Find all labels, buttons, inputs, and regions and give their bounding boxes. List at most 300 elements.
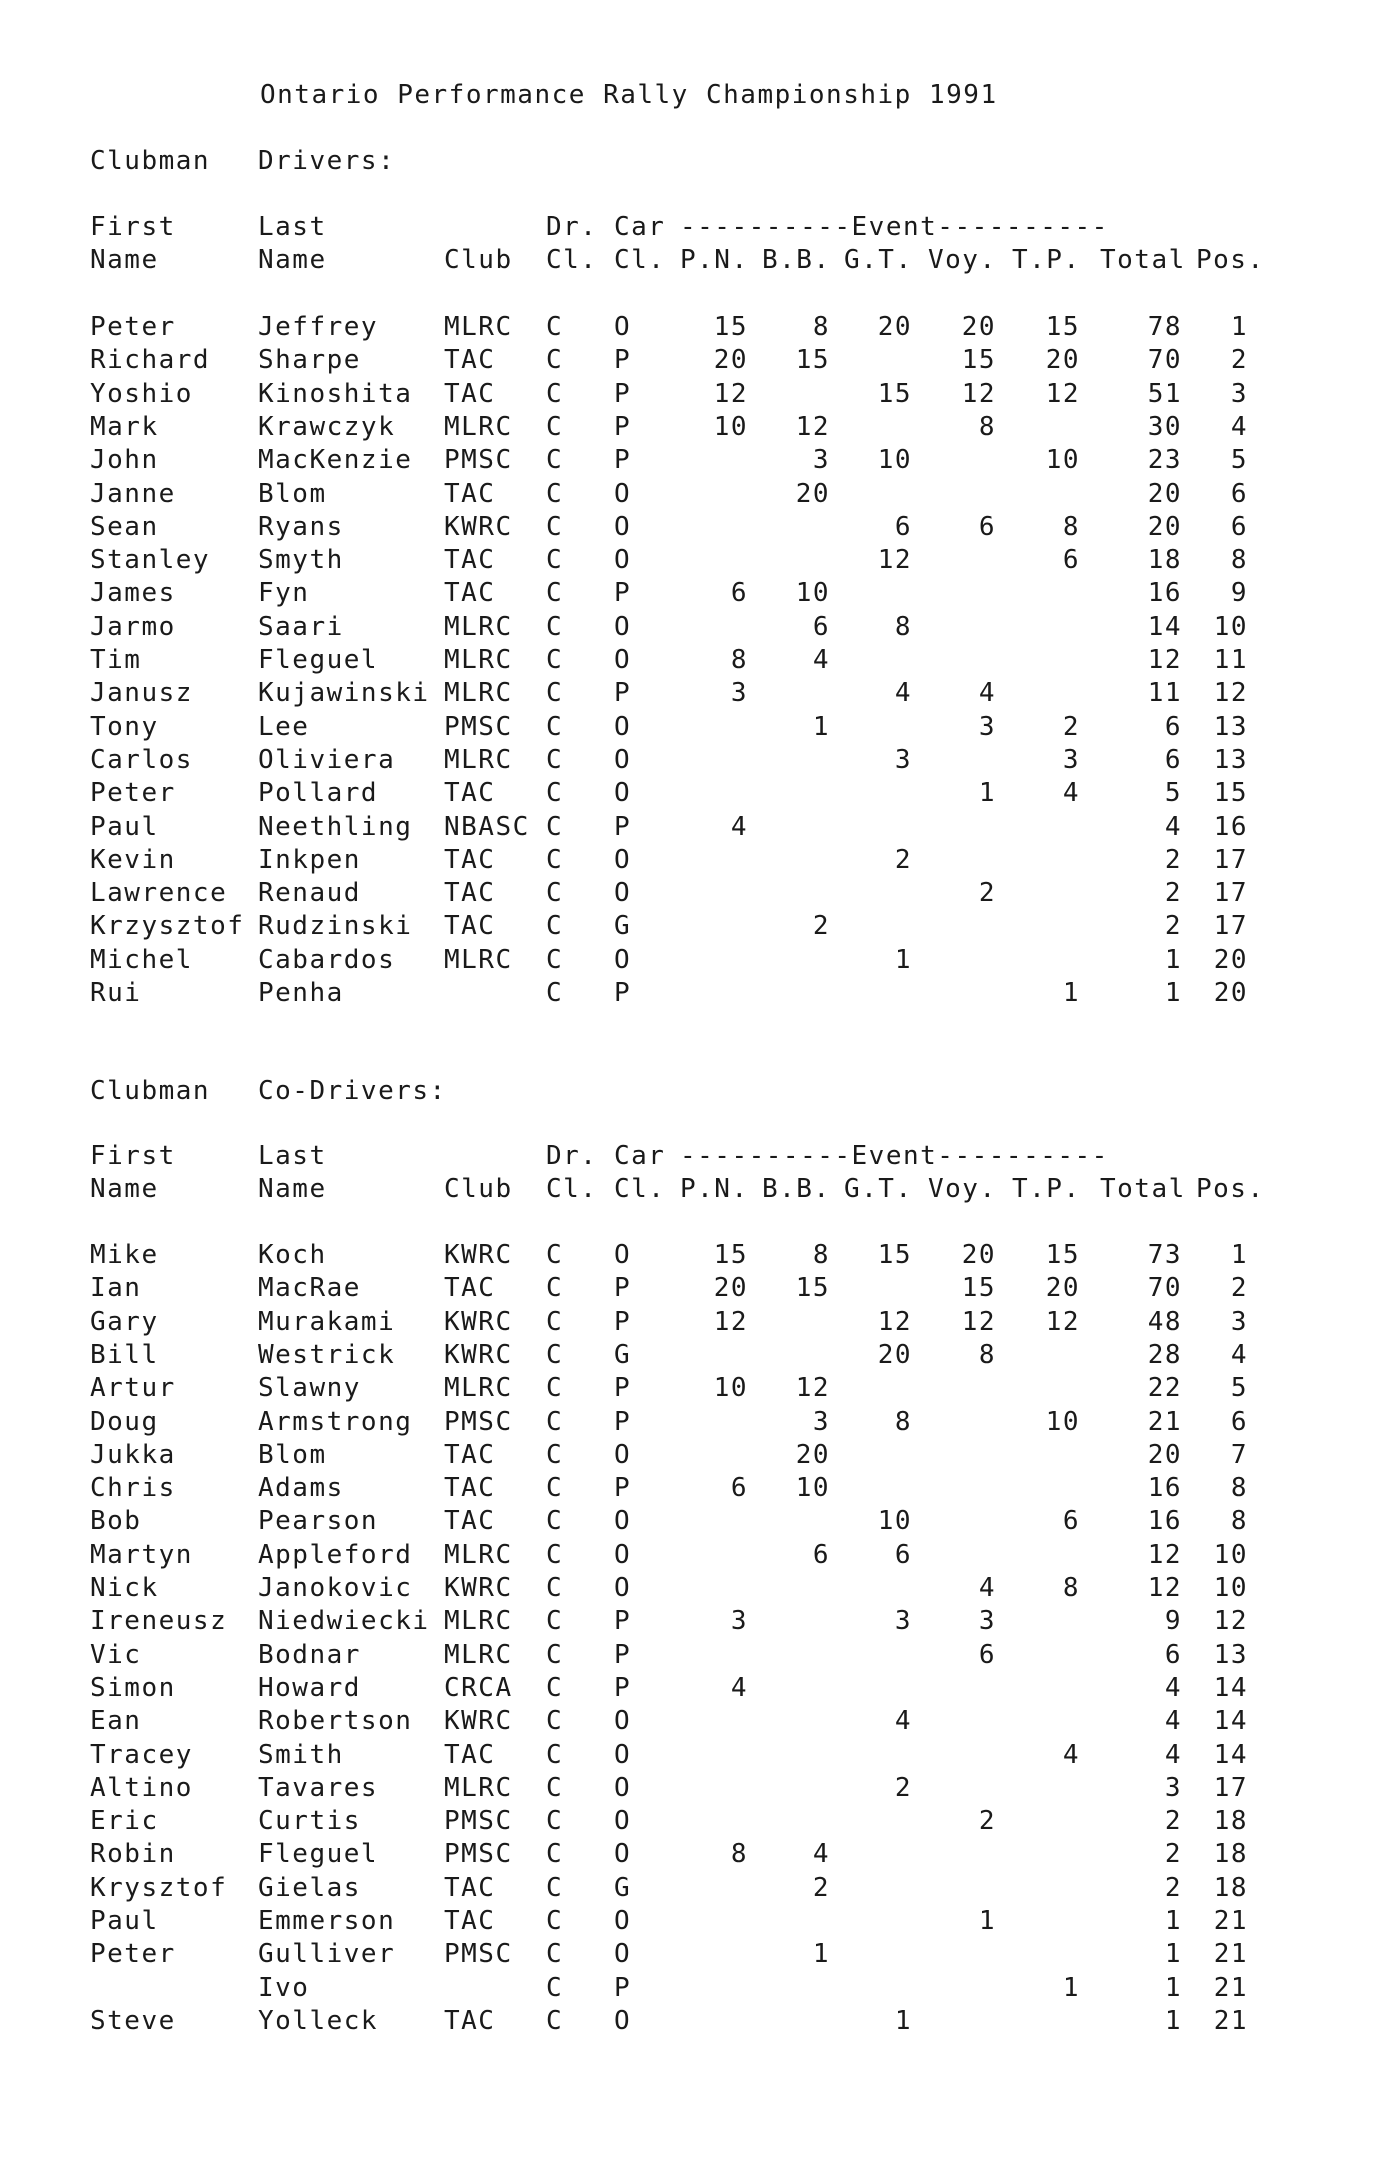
club: KWRC: [444, 1307, 513, 1337]
driver-class: C: [546, 1839, 564, 1869]
total-points: 2: [1164, 878, 1182, 908]
position: 10: [1213, 1573, 1248, 1603]
header-voy: Voy.: [928, 1174, 997, 1204]
club: MLRC: [444, 1773, 513, 1803]
club: KWRC: [444, 1240, 513, 1270]
position: 17: [1213, 878, 1248, 908]
club: TAC: [444, 379, 496, 409]
voy-points: 8: [978, 1340, 996, 1370]
first-name: Rui: [90, 978, 142, 1008]
club: TAC: [444, 1473, 496, 1503]
club: CRCA: [444, 1673, 513, 1703]
gt-points: 8: [894, 1407, 912, 1437]
club: TAC: [444, 2006, 496, 2036]
header-last-name: Name: [258, 1174, 327, 1204]
car-class: O: [614, 312, 632, 342]
bb-points: 20: [795, 1440, 830, 1470]
header-bb: B.B.: [762, 1174, 831, 1204]
first-name: Yoshio: [90, 379, 193, 409]
car-class: O: [614, 1506, 632, 1536]
header-first: First: [90, 212, 176, 242]
header-first-name: Name: [90, 245, 159, 275]
first-name: Peter: [90, 312, 176, 342]
total-points: 2: [1164, 1873, 1182, 1903]
last-name: Cabardos: [258, 945, 396, 975]
tp-points: 2: [1062, 712, 1080, 742]
last-name: Blom: [258, 479, 327, 509]
car-class: P: [614, 1307, 632, 1337]
driver-class: C: [546, 1906, 564, 1936]
last-name: Niedwiecki: [258, 1606, 430, 1636]
tp-points: 10: [1045, 445, 1080, 475]
last-name: Jeffrey: [258, 312, 379, 342]
first-name: Krzysztof: [90, 911, 245, 941]
position: 6: [1230, 479, 1248, 509]
total-points: 1: [1164, 945, 1182, 975]
last-name: Fyn: [258, 578, 310, 608]
last-name: Murakami: [258, 1307, 396, 1337]
bb-points: 4: [812, 1839, 830, 1869]
first-name: Robin: [90, 1839, 176, 1869]
position: 14: [1213, 1706, 1248, 1736]
first-name: Eric: [90, 1806, 159, 1836]
last-name: Inkpen: [258, 845, 361, 875]
club: TAC: [444, 1740, 496, 1770]
first-name: Peter: [90, 778, 176, 808]
gt-points: 6: [894, 512, 912, 542]
driver-class: C: [546, 578, 564, 608]
tp-points: 15: [1045, 312, 1080, 342]
total-points: 23: [1147, 445, 1182, 475]
header-car: Car: [614, 1141, 666, 1171]
last-name: Oliviera: [258, 745, 396, 775]
total-points: 12: [1147, 1573, 1182, 1603]
first-name: Jarmo: [90, 612, 176, 642]
total-points: 2: [1164, 845, 1182, 875]
first-name: Altino: [90, 1773, 193, 1803]
driver-class: C: [546, 612, 564, 642]
last-name: Bodnar: [258, 1640, 361, 1670]
header-event: ----------Event----------: [680, 1141, 1109, 1171]
total-points: 20: [1147, 1440, 1182, 1470]
gt-points: 12: [877, 545, 912, 575]
position: 1: [1230, 312, 1248, 342]
last-name: Janokovic: [258, 1573, 413, 1603]
car-class: O: [614, 645, 632, 675]
first-name: Stanley: [90, 545, 211, 575]
club: PMSC: [444, 712, 513, 742]
car-class: P: [614, 1640, 632, 1670]
car-class: O: [614, 712, 632, 742]
car-class: O: [614, 1240, 632, 1270]
last-name: Gielas: [258, 1873, 361, 1903]
tp-points: 1: [1062, 978, 1080, 1008]
pn-points: 10: [713, 412, 748, 442]
total-points: 6: [1164, 1640, 1182, 1670]
voy-points: 2: [978, 878, 996, 908]
header-pn: P.N.: [680, 245, 749, 275]
position: 14: [1213, 1673, 1248, 1703]
car-class: P: [614, 1373, 632, 1403]
car-class: P: [614, 978, 632, 1008]
driver-class: C: [546, 479, 564, 509]
last-name: Blom: [258, 1440, 327, 1470]
position: 21: [1213, 1973, 1248, 2003]
tp-points: 20: [1045, 345, 1080, 375]
position: 6: [1230, 512, 1248, 542]
club: PMSC: [444, 1407, 513, 1437]
last-name: Koch: [258, 1240, 327, 1270]
section-label: Clubman: [90, 146, 211, 176]
position: 20: [1213, 978, 1248, 1008]
car-class: P: [614, 1973, 632, 2003]
driver-class: C: [546, 911, 564, 941]
car-class: G: [614, 1340, 632, 1370]
position: 8: [1230, 1473, 1248, 1503]
total-points: 12: [1147, 645, 1182, 675]
club: TAC: [444, 1440, 496, 1470]
pn-points: 15: [713, 1240, 748, 1270]
car-class: O: [614, 1573, 632, 1603]
car-class: P: [614, 412, 632, 442]
club: TAC: [444, 778, 496, 808]
gt-points: 20: [877, 1340, 912, 1370]
last-name: Saari: [258, 612, 344, 642]
driver-class: C: [546, 1540, 564, 1570]
position: 15: [1213, 778, 1248, 808]
bb-points: 10: [795, 1473, 830, 1503]
page-title: Ontario Performance Rally Championship 1991: [260, 80, 998, 110]
first-name: Mike: [90, 1240, 159, 1270]
bb-points: 8: [812, 1240, 830, 1270]
position: 13: [1213, 745, 1248, 775]
club: TAC: [444, 578, 496, 608]
position: 2: [1230, 345, 1248, 375]
position: 4: [1230, 1340, 1248, 1370]
last-name: Emmerson: [258, 1906, 396, 1936]
first-name: Paul: [90, 812, 159, 842]
header-club: Club: [444, 1174, 513, 1204]
driver-class: C: [546, 345, 564, 375]
bb-points: 4: [812, 645, 830, 675]
driver-class: C: [546, 1640, 564, 1670]
gt-points: 12: [877, 1307, 912, 1337]
header-total: Total: [1100, 245, 1186, 275]
gt-points: 2: [894, 845, 912, 875]
driver-class: C: [546, 945, 564, 975]
club: MLRC: [444, 678, 513, 708]
position: 1: [1230, 1240, 1248, 1270]
total-points: 78: [1147, 312, 1182, 342]
car-class: O: [614, 878, 632, 908]
position: 4: [1230, 412, 1248, 442]
section-heading: Drivers:: [258, 146, 396, 176]
car-class: P: [614, 578, 632, 608]
driver-class: C: [546, 545, 564, 575]
bb-points: 10: [795, 578, 830, 608]
position: 7: [1230, 1440, 1248, 1470]
position: 12: [1213, 1606, 1248, 1636]
first-name: Steve: [90, 2006, 176, 2036]
position: 10: [1213, 612, 1248, 642]
first-name: Tony: [90, 712, 159, 742]
first-name: Ean: [90, 1706, 142, 1736]
pn-points: 4: [730, 812, 748, 842]
club: KWRC: [444, 1706, 513, 1736]
header-car-cl: Cl.: [614, 245, 666, 275]
pn-points: 12: [713, 1307, 748, 1337]
total-points: 18: [1147, 545, 1182, 575]
total-points: 21: [1147, 1407, 1182, 1437]
bb-points: 2: [812, 911, 830, 941]
position: 18: [1213, 1873, 1248, 1903]
last-name: Sharpe: [258, 345, 361, 375]
club: TAC: [444, 479, 496, 509]
driver-class: C: [546, 878, 564, 908]
header-bb: B.B.: [762, 245, 831, 275]
header-last: Last: [258, 212, 327, 242]
voy-points: 12: [961, 379, 996, 409]
last-name: Yolleck: [258, 2006, 379, 2036]
first-name: Tim: [90, 645, 142, 675]
first-name: Bob: [90, 1506, 142, 1536]
first-name: Ireneusz: [90, 1606, 228, 1636]
club: MLRC: [444, 1373, 513, 1403]
last-name: Kinoshita: [258, 379, 413, 409]
last-name: Krawczyk: [258, 412, 396, 442]
total-points: 2: [1164, 911, 1182, 941]
total-points: 16: [1147, 1506, 1182, 1536]
last-name: Appleford: [258, 1540, 413, 1570]
header-car: Car: [614, 212, 666, 242]
position: 17: [1213, 911, 1248, 941]
header-pos: Pos.: [1196, 1174, 1265, 1204]
car-class: P: [614, 1273, 632, 1303]
club: MLRC: [444, 412, 513, 442]
club: MLRC: [444, 1540, 513, 1570]
total-points: 22: [1147, 1373, 1182, 1403]
position: 12: [1213, 678, 1248, 708]
header-pn: P.N.: [680, 1174, 749, 1204]
position: 20: [1213, 945, 1248, 975]
gt-points: 4: [894, 1706, 912, 1736]
car-class: O: [614, 1706, 632, 1736]
gt-points: 10: [877, 1506, 912, 1536]
section-heading: Co-Drivers:: [258, 1076, 447, 1106]
car-class: G: [614, 911, 632, 941]
total-points: 1: [1164, 1939, 1182, 1969]
club: KWRC: [444, 1573, 513, 1603]
car-class: O: [614, 1540, 632, 1570]
position: 17: [1213, 1773, 1248, 1803]
club: TAC: [444, 1906, 496, 1936]
driver-class: C: [546, 1606, 564, 1636]
total-points: 70: [1147, 1273, 1182, 1303]
driver-class: C: [546, 678, 564, 708]
first-name: Ian: [90, 1273, 142, 1303]
gt-points: 15: [877, 1240, 912, 1270]
club: KWRC: [444, 512, 513, 542]
total-points: 20: [1147, 512, 1182, 542]
pn-points: 12: [713, 379, 748, 409]
club: TAC: [444, 1273, 496, 1303]
car-class: O: [614, 778, 632, 808]
voy-points: 20: [961, 312, 996, 342]
pn-points: 10: [713, 1373, 748, 1403]
car-class: O: [614, 845, 632, 875]
driver-class: C: [546, 1939, 564, 1969]
first-name: Tracey: [90, 1740, 193, 1770]
car-class: P: [614, 1673, 632, 1703]
driver-class: C: [546, 1440, 564, 1470]
driver-class: C: [546, 978, 564, 1008]
gt-points: 2: [894, 1773, 912, 1803]
total-points: 4: [1164, 1706, 1182, 1736]
tp-points: 6: [1062, 1506, 1080, 1536]
position: 5: [1230, 445, 1248, 475]
total-points: 1: [1164, 2006, 1182, 2036]
bb-points: 2: [812, 1873, 830, 1903]
club: KWRC: [444, 1340, 513, 1370]
last-name: Smyth: [258, 545, 344, 575]
car-class: O: [614, 1939, 632, 1969]
total-points: 70: [1147, 345, 1182, 375]
total-points: 12: [1147, 1540, 1182, 1570]
driver-class: C: [546, 1506, 564, 1536]
car-class: P: [614, 1407, 632, 1437]
header-gt: G.T.: [844, 245, 913, 275]
header-dr: Dr.: [546, 1141, 598, 1171]
driver-class: C: [546, 812, 564, 842]
first-name: Simon: [90, 1673, 176, 1703]
total-points: 14: [1147, 612, 1182, 642]
position: 16: [1213, 812, 1248, 842]
tp-points: 12: [1045, 379, 1080, 409]
bb-points: 20: [795, 479, 830, 509]
bb-points: 15: [795, 1273, 830, 1303]
voy-points: 3: [978, 712, 996, 742]
tp-points: 15: [1045, 1240, 1080, 1270]
bb-points: 12: [795, 412, 830, 442]
tp-points: 10: [1045, 1407, 1080, 1437]
header-voy: Voy.: [928, 245, 997, 275]
gt-points: 8: [894, 612, 912, 642]
voy-points: 1: [978, 1906, 996, 1936]
car-class: P: [614, 1606, 632, 1636]
last-name: Ryans: [258, 512, 344, 542]
car-class: O: [614, 1906, 632, 1936]
gt-points: 3: [894, 1606, 912, 1636]
header-last: Last: [258, 1141, 327, 1171]
club: MLRC: [444, 645, 513, 675]
bb-points: 3: [812, 1407, 830, 1437]
total-points: 6: [1164, 712, 1182, 742]
position: 8: [1230, 1506, 1248, 1536]
last-name: Robertson: [258, 1706, 413, 1736]
header-club: Club: [444, 245, 513, 275]
header-gt: G.T.: [844, 1174, 913, 1204]
last-name: Adams: [258, 1473, 344, 1503]
last-name: Westrick: [258, 1340, 396, 1370]
first-name: Michel: [90, 945, 193, 975]
club: NBASC: [444, 812, 530, 842]
first-name: Bill: [90, 1340, 159, 1370]
first-name: Mark: [90, 412, 159, 442]
club: MLRC: [444, 312, 513, 342]
tp-points: 3: [1062, 745, 1080, 775]
pn-points: 15: [713, 312, 748, 342]
car-class: O: [614, 512, 632, 542]
last-name: Slawny: [258, 1373, 361, 1403]
driver-class: C: [546, 1340, 564, 1370]
driver-class: C: [546, 445, 564, 475]
last-name: Penha: [258, 978, 344, 1008]
pn-points: 4: [730, 1673, 748, 1703]
last-name: Ivo: [258, 1973, 310, 2003]
club: TAC: [444, 345, 496, 375]
total-points: 16: [1147, 1473, 1182, 1503]
first-name: James: [90, 578, 176, 608]
driver-class: C: [546, 745, 564, 775]
header-total: Total: [1100, 1174, 1186, 1204]
total-points: 16: [1147, 578, 1182, 608]
driver-class: C: [546, 1973, 564, 2003]
last-name: Kujawinski: [258, 678, 430, 708]
tp-points: 8: [1062, 1573, 1080, 1603]
total-points: 4: [1164, 1740, 1182, 1770]
voy-points: 2: [978, 1806, 996, 1836]
position: 8: [1230, 545, 1248, 575]
car-class: O: [614, 1773, 632, 1803]
driver-class: C: [546, 412, 564, 442]
driver-class: C: [546, 1240, 564, 1270]
total-points: 1: [1164, 1973, 1182, 2003]
first-name: Carlos: [90, 745, 193, 775]
driver-class: C: [546, 1873, 564, 1903]
driver-class: C: [546, 1407, 564, 1437]
position: 3: [1230, 1307, 1248, 1337]
driver-class: C: [546, 778, 564, 808]
header-dr: Dr.: [546, 212, 598, 242]
first-name: Paul: [90, 1906, 159, 1936]
position: 3: [1230, 379, 1248, 409]
car-class: O: [614, 1839, 632, 1869]
club: PMSC: [444, 1806, 513, 1836]
driver-class: C: [546, 1806, 564, 1836]
tp-points: 1: [1062, 1973, 1080, 2003]
driver-class: C: [546, 1573, 564, 1603]
club: TAC: [444, 1873, 496, 1903]
position: 13: [1213, 1640, 1248, 1670]
total-points: 6: [1164, 745, 1182, 775]
gt-points: 20: [877, 312, 912, 342]
driver-class: C: [546, 845, 564, 875]
first-name: Janne: [90, 479, 176, 509]
voy-points: 4: [978, 1573, 996, 1603]
voy-points: 20: [961, 1240, 996, 1270]
last-name: Gulliver: [258, 1939, 396, 1969]
header-last-name: Name: [258, 245, 327, 275]
first-name: Doug: [90, 1407, 159, 1437]
total-points: 9: [1164, 1606, 1182, 1636]
total-points: 20: [1147, 479, 1182, 509]
voy-points: 3: [978, 1606, 996, 1636]
total-points: 51: [1147, 379, 1182, 409]
header-first-name: Name: [90, 1174, 159, 1204]
last-name: Fleguel: [258, 1839, 379, 1869]
voy-points: 8: [978, 412, 996, 442]
tp-points: 8: [1062, 512, 1080, 542]
